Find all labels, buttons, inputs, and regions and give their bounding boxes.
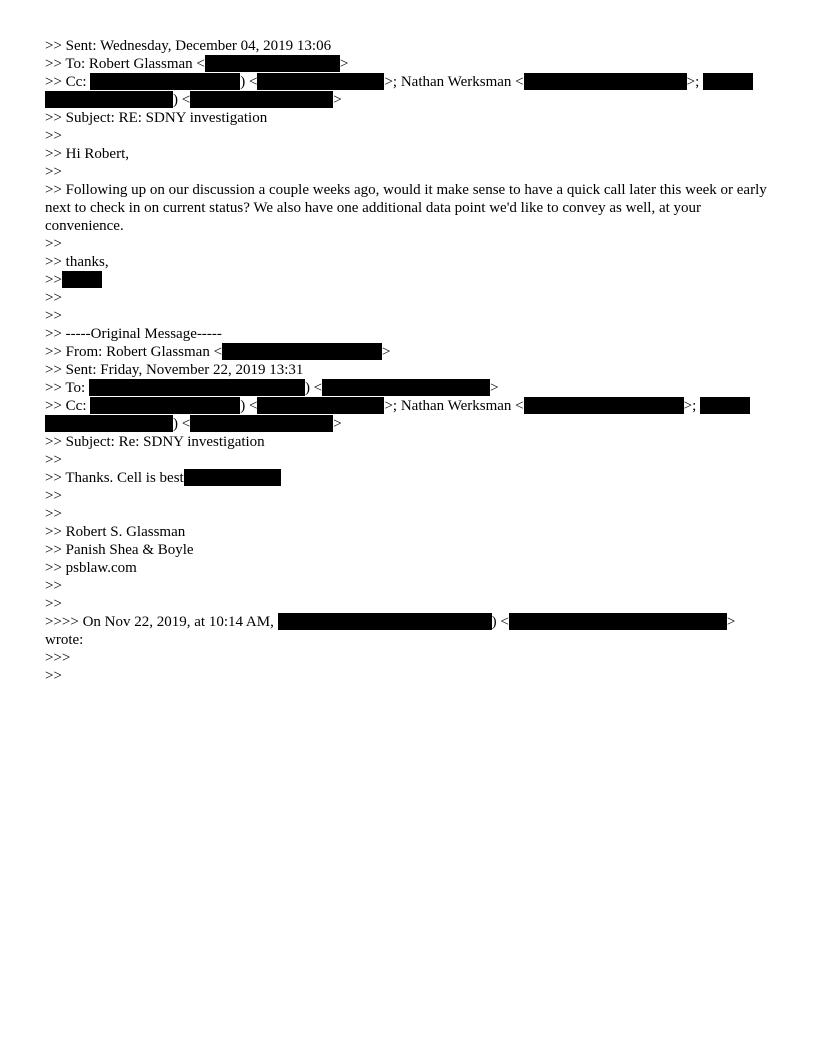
redaction-block (278, 613, 492, 630)
body-paragraph: >> Following up on our discussion a couple weeks ago, would it make sense to have a quick call later this week or early next to check in on current status? We also have one additional data point we'd like to convey as well, at your convenience. (45, 182, 767, 234)
cc-line (45, 397, 767, 415)
cc-cont-close: > (333, 416, 342, 432)
quote-line: >> (45, 578, 62, 594)
cc-continued-line (45, 91, 342, 109)
greeting-line: >> Hi Robert, (45, 146, 129, 162)
redaction-block (700, 397, 750, 414)
from-line (45, 343, 391, 361)
sent-line: >> Sent: Wednesday, December 04, 2019 13:06 (45, 38, 332, 54)
cc-label: >> Cc: (45, 398, 91, 414)
redaction-block (257, 397, 384, 414)
cc-cont-sep: ) < (173, 92, 191, 108)
quote-line: >> (45, 506, 62, 522)
quote-line: >>> (45, 650, 71, 666)
redaction-block (89, 379, 305, 396)
redaction-block (222, 343, 382, 360)
reply-close: > (726, 614, 736, 630)
to-line (45, 55, 348, 73)
cc-sep2: >; (686, 74, 704, 90)
quote-line: >> (45, 236, 62, 252)
redaction-block (257, 73, 384, 90)
to-close: > (490, 380, 499, 396)
cc-cont-sep: ) < (173, 416, 191, 432)
quote-line: >> (45, 308, 62, 324)
to-label: >> To: (45, 380, 89, 396)
to-line (45, 379, 499, 397)
redaction-block (190, 91, 333, 108)
redaction-block (62, 271, 102, 288)
cc-cont-close: > (333, 92, 342, 108)
quote-line: >> (45, 452, 62, 468)
subject-line: >> Subject: Re: SDNY investigation (45, 434, 265, 450)
reply-header-text: >>>> On Nov 22, 2019, at 10:14 AM, (45, 614, 278, 630)
cell-line (45, 469, 281, 487)
cc-nathan: >; Nathan Werksman < (384, 74, 524, 90)
redaction-block (205, 55, 340, 72)
from-label: >> From: Robert Glassman < (45, 344, 223, 360)
redaction-block (184, 469, 281, 486)
signature-firm: >> Panish Shea & Boyle (45, 542, 194, 558)
redaction-block (90, 397, 240, 414)
cell-text: >> Thanks. Cell is best (45, 470, 184, 486)
quote-line: >> (45, 164, 62, 180)
signature-name: >> Robert S. Glassman (45, 524, 186, 540)
redaction-block (524, 397, 684, 414)
cc-sep2: >; (683, 398, 701, 414)
to-close: > (339, 56, 349, 72)
reply-header-line (45, 613, 735, 631)
quote-line: >> (45, 290, 62, 306)
subject-line: >> Subject: RE: SDNY investigation (45, 110, 268, 126)
cc-nathan: >; Nathan Werksman < (384, 398, 524, 414)
quote-line: >> (45, 128, 62, 144)
signature-website: >> psblaw.com (45, 560, 137, 576)
quote-marker: >> (45, 272, 62, 288)
redaction-block (90, 73, 240, 90)
cc-continued-line (45, 415, 342, 433)
cc-line (45, 73, 767, 91)
wrote-line: wrote: (45, 632, 84, 648)
quote-line: >> (45, 596, 62, 612)
reply-sep: ) < (491, 614, 509, 630)
redaction-block (45, 91, 173, 108)
signoff-line: >> thanks, (45, 254, 109, 270)
redaction-block (524, 73, 687, 90)
to-sep: ) < (304, 380, 323, 396)
cc-label: >> Cc: (45, 74, 91, 90)
cc-sep: ) < (240, 74, 258, 90)
original-message-line: >> -----Original Message----- (45, 326, 222, 342)
redaction-block (190, 415, 333, 432)
cc-sep: ) < (240, 398, 258, 414)
quote-line: >> (45, 488, 62, 504)
sent-line: >> Sent: Friday, November 22, 2019 13:31 (45, 362, 304, 378)
quote-line: >> (45, 668, 62, 684)
signature-line (45, 271, 102, 289)
from-close: > (382, 344, 391, 360)
redaction-block (509, 613, 727, 630)
to-label: >> To: Robert Glassman < (45, 56, 205, 72)
redaction-block (45, 415, 173, 432)
redaction-block (703, 73, 753, 90)
redaction-block (322, 379, 490, 396)
